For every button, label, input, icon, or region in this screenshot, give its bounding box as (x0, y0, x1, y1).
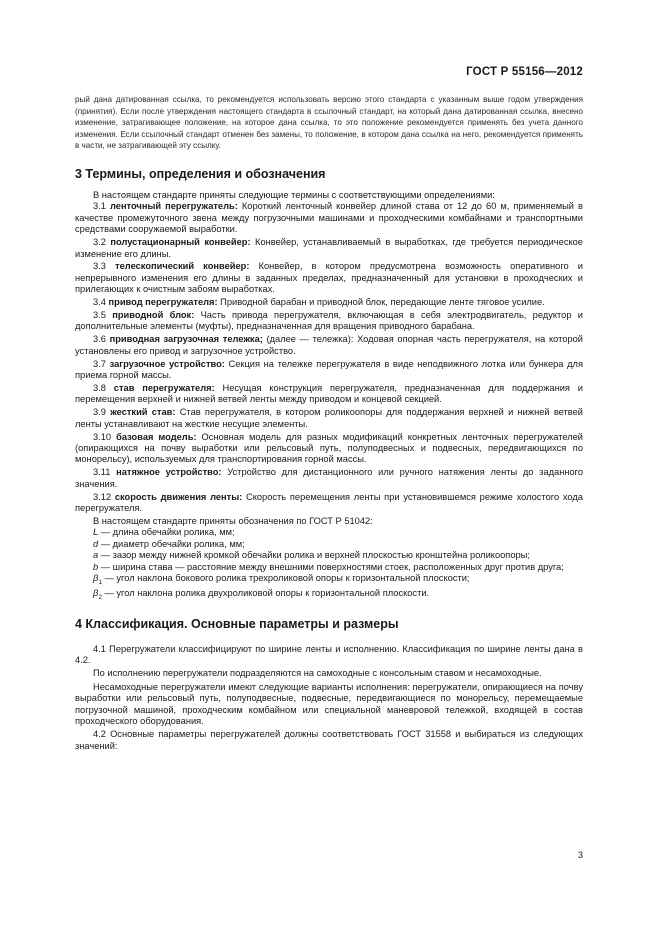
symbol-letter: a (93, 550, 99, 561)
symbol-item (75, 573, 583, 588)
symbols-lead: В настоящем стандарте приняты обозначения по ГОСТ Р 51042: (93, 515, 373, 526)
definition-text: Устройство для дистанционного или ручного натяжения ленты до заданного значения. (75, 467, 584, 489)
definition-term: жесткий став: (110, 407, 176, 418)
definition-text: (далее — тележка): Ходовая опорная часть перегружателя, на которой установлены его привод и загрузочное устройство. (75, 334, 583, 356)
definition-number: 3.10 (93, 431, 112, 442)
section-4-paragraph: По исполнению перегружатели подразделяются на самоходные с консольным ставом и несамоходные. (93, 668, 542, 679)
section-4-paragraph: Несамоходные перегружатели имеют следующие варианты исполнения: перегружатели, опирающиеся на почву выработки или рельсовый путь, полуподвесные, подвесные, передвигающиеся по монорельсу, перемещаемые погрузочной машиной, проходческим комбайном или специальной маневровой тележкой, входящей в состав проходческого оборудования. (75, 681, 583, 726)
definition-text: Став перегружателя, в котором роликоопоры для поддержания верхней и нижней ветвей ленты устанавливают на жесткие несущие элементы. (75, 407, 583, 429)
page-number: 3 (578, 850, 584, 860)
definition-item (75, 201, 583, 235)
section-3-lead: В настоящем стандарте приняты следующие термины с соответствующими определениями: (93, 189, 495, 200)
document-code-header: ГОСТ Р 55156—2012 (466, 66, 583, 78)
definition-number: 3.12 (93, 491, 112, 502)
symbol-letter: d (93, 538, 99, 549)
symbols-list (75, 527, 583, 603)
definition-item (75, 359, 583, 382)
definition-term: телескопический конвейер: (115, 261, 250, 272)
symbol-item (75, 562, 583, 573)
symbol-description: — угол наклона ролика двухроликовой опоры к горизонтальной плоскости. (101, 588, 430, 599)
symbol-letter: β (93, 572, 99, 583)
definition-item (75, 237, 583, 260)
definition-number: 3.3 (93, 261, 106, 272)
definition-term: натяжное устройство: (116, 467, 222, 478)
symbol-item (75, 550, 583, 561)
symbol-description: — угол наклона бокового ролика трехроликовой опоры к горизонтальной плоскости; (101, 572, 470, 583)
symbol-description: — диаметр обечайки ролика, мм; (98, 538, 245, 549)
definition-item (75, 407, 583, 430)
definition-item (75, 383, 583, 406)
definition-number: 3.1 (93, 201, 106, 212)
definition-text: Секция на тележке перегружателя в виде неподвижного лотка или бункера для приема горной массы. (75, 358, 583, 381)
definition-text: Основная модель для разных модификаций конкретных ленточных перегружателей (опирающихся на почву выработки или рельсовый путь, полуподвесных и подвесных, передвигающихся по монорельсу), используемых для транспортирования горной массы. (75, 431, 583, 465)
definition-text: Конвейер, в котором предусмотрена возможность оперативного и непрерывного изменения его длины в заданных пределах, предназначенный для установки в проходческих и прилегающих к очистным забоям выработках. (75, 261, 583, 295)
definition-term: ленточный перегружатель: (109, 201, 238, 212)
definition-item (75, 492, 583, 515)
definition-item (75, 310, 583, 333)
section-4-body (75, 644, 583, 753)
definition-term: базовая модель: (116, 431, 197, 442)
definition-text: Конвейер, устанавливаемый в выработках, где требуется периодическое изменение его длины. (75, 237, 583, 259)
definition-item (75, 467, 583, 490)
definition-item (75, 432, 583, 466)
intro-paragraph: рый дана датированная ссылка, то рекомендуется использовать версию этого стандарта с указанным выше годом утверждения (принятия). Если после утверждения настоящего стандарта в ссылочный стандарт, на который дана датированная ссылка, внесено изменение, затрагивающее положение, на которое дана ссылка, то это положение рекомендуется применять без учета данного изменения. Если ссылочный стандарт отменен без замены, то положение, в котором дана ссылка на него, рекомендуется применять в части, не затрагивающей эту ссылку. (75, 95, 583, 151)
definition-item (75, 261, 583, 295)
symbol-description: — зазор между нижней кромкой обечайки ролика и верхней плоскостью кронштейна роликоопоры; (98, 550, 530, 561)
symbol-item (75, 588, 583, 603)
definition-term: приводной блок: (112, 310, 195, 321)
symbol-description: — длина обечайки ролика, мм; (98, 527, 235, 538)
definition-term: загрузочное устройство: (109, 358, 225, 369)
symbol-item (75, 527, 583, 538)
symbol-letter: β (93, 588, 99, 599)
symbol-item (75, 539, 583, 550)
definition-text: Несущая конструкция перегружателя, предназначенная для поддержания и перемещения верхней и нижней ветвей ленты между приводом и концевой секцией. (75, 382, 583, 405)
definition-number: 3.7 (93, 358, 106, 369)
definition-number: 3.4 (93, 297, 106, 308)
definition-term: став перегружателя: (113, 382, 215, 393)
definition-text: Скорость перемещения ленты при установившемся режиме холостого хода перегружателя. (75, 491, 583, 514)
definition-number: 3.11 (93, 467, 111, 478)
section-4-paragraph: 4.2 Основные параметры перегружателей должны соответствовать ГОСТ 31558 и выбираться из следующих значений: (75, 729, 583, 751)
section-4-paragraph: 4.1 Перегружатели классифицируют по ширине ленты и исполнению. Классификация по ширине ленты дана в 4.2. (75, 643, 583, 665)
definition-item (75, 297, 583, 308)
definition-number: 3.5 (93, 310, 106, 321)
symbol-letter: b (93, 561, 99, 572)
definition-text: Часть привода перегружателя, включающая в себя электродвигатель, редуктор и дополнительные элементы (муфты), предназначенная для вращения приводного барабана. (75, 310, 583, 332)
definition-term: привод перегружателя: (108, 297, 218, 308)
definition-item (75, 334, 583, 357)
symbol-subscript: 1 (98, 578, 102, 586)
definition-term: скорость движения ленты: (114, 491, 243, 502)
definition-term: полустационарный конвейер: (110, 237, 251, 248)
definitions-list (75, 201, 583, 514)
definition-term: приводная загрузочная тележка; (109, 334, 263, 345)
definition-number: 3.9 (93, 407, 106, 418)
definition-number: 3.6 (93, 334, 106, 345)
definition-number: 3.2 (93, 237, 106, 248)
symbol-description: — ширина става — расстояние между внешними поверхностями стоек, расположенных друг против друга; (98, 561, 564, 572)
section-3-heading: 3 Термины, определения и обозначения (75, 166, 326, 181)
definition-text: Приводной барабан и приводной блок, передающие ленте тяговое усилие. (220, 297, 545, 308)
definition-number: 3.8 (93, 382, 106, 393)
definition-text: Короткий ленточный конвейер длиной става от 12 до 60 м, применяемый в качестве промежуточного звена между погрузочными машинами и проходческими комбайнами и транспортными средствами сооружаемой выработки. (75, 201, 583, 235)
page-content (75, 94, 583, 754)
symbol-letter: L (93, 527, 99, 538)
symbol-subscript: 2 (98, 594, 102, 602)
section-4-heading: 4 Классификация. Основные параметры и размеры (75, 616, 399, 631)
